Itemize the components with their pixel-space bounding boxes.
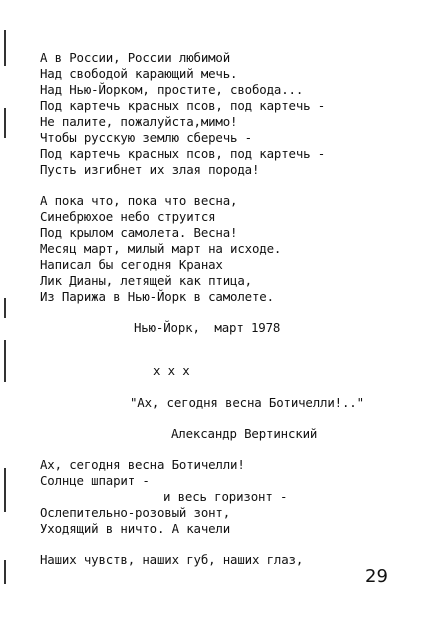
- poem-line: Лик Дианы, летящей как птица,: [40, 273, 252, 288]
- poem-line: Синебрюхое небо струится: [40, 209, 216, 224]
- page-edge-mark: [4, 340, 6, 382]
- poem-line: Пусть изгибнет их злая порода!: [40, 162, 260, 177]
- page-edge-mark: [4, 468, 6, 512]
- poem-line: Солнце шпарит -: [40, 473, 150, 488]
- poem-line: и весь горизонт -: [163, 489, 288, 504]
- poem-line: Не палите, пожалуйста,мимо!: [40, 114, 238, 129]
- poem-line: Под картечь красных псов, под картечь -: [40, 98, 326, 113]
- poem-line: Ах, сегодня весна Ботичелли!: [40, 457, 245, 472]
- poem-line: Месяц март, милый март на исходе.: [40, 241, 282, 256]
- poem-line: Над свободой карающий мечь.: [40, 66, 238, 81]
- poem-line: Ослепительно-розовый зонт,: [40, 505, 231, 520]
- page-edge-mark: [4, 30, 6, 66]
- poem-line: Наших чувств, наших губ, наших глаз,: [40, 552, 304, 567]
- poem-line: А пока что, пока что весна,: [40, 193, 238, 208]
- epigraph-author: Александр Вертинский: [171, 426, 318, 441]
- poem-line: Уходящий в ничто. А качели: [40, 521, 231, 536]
- poem-line: Под крылом самолета. Весна!: [40, 225, 238, 240]
- epigraph: "Ах, сегодня весна Ботичелли!..": [130, 395, 364, 410]
- place-date: Нью-Йорк, март 1978: [134, 320, 281, 335]
- poem-line: Из Парижа в Нью-Йорк в самолете.: [40, 289, 274, 304]
- page-edge-mark: [4, 298, 6, 318]
- poem-line: Под картечь красных псов, под картечь -: [40, 146, 326, 161]
- poem-line: А в России, России любимой: [40, 50, 231, 65]
- poem-line: Над Нью-Йорком, простите, свобода...: [40, 82, 304, 97]
- section-separator: x x x: [153, 363, 190, 378]
- poem-line: Написал бы сегодня Кранах: [40, 257, 223, 272]
- page-number: 29: [365, 566, 388, 587]
- page-edge-mark: [4, 560, 6, 584]
- poem-line: Чтобы русскую землю сберечь -: [40, 130, 252, 145]
- page-edge-mark: [4, 108, 6, 138]
